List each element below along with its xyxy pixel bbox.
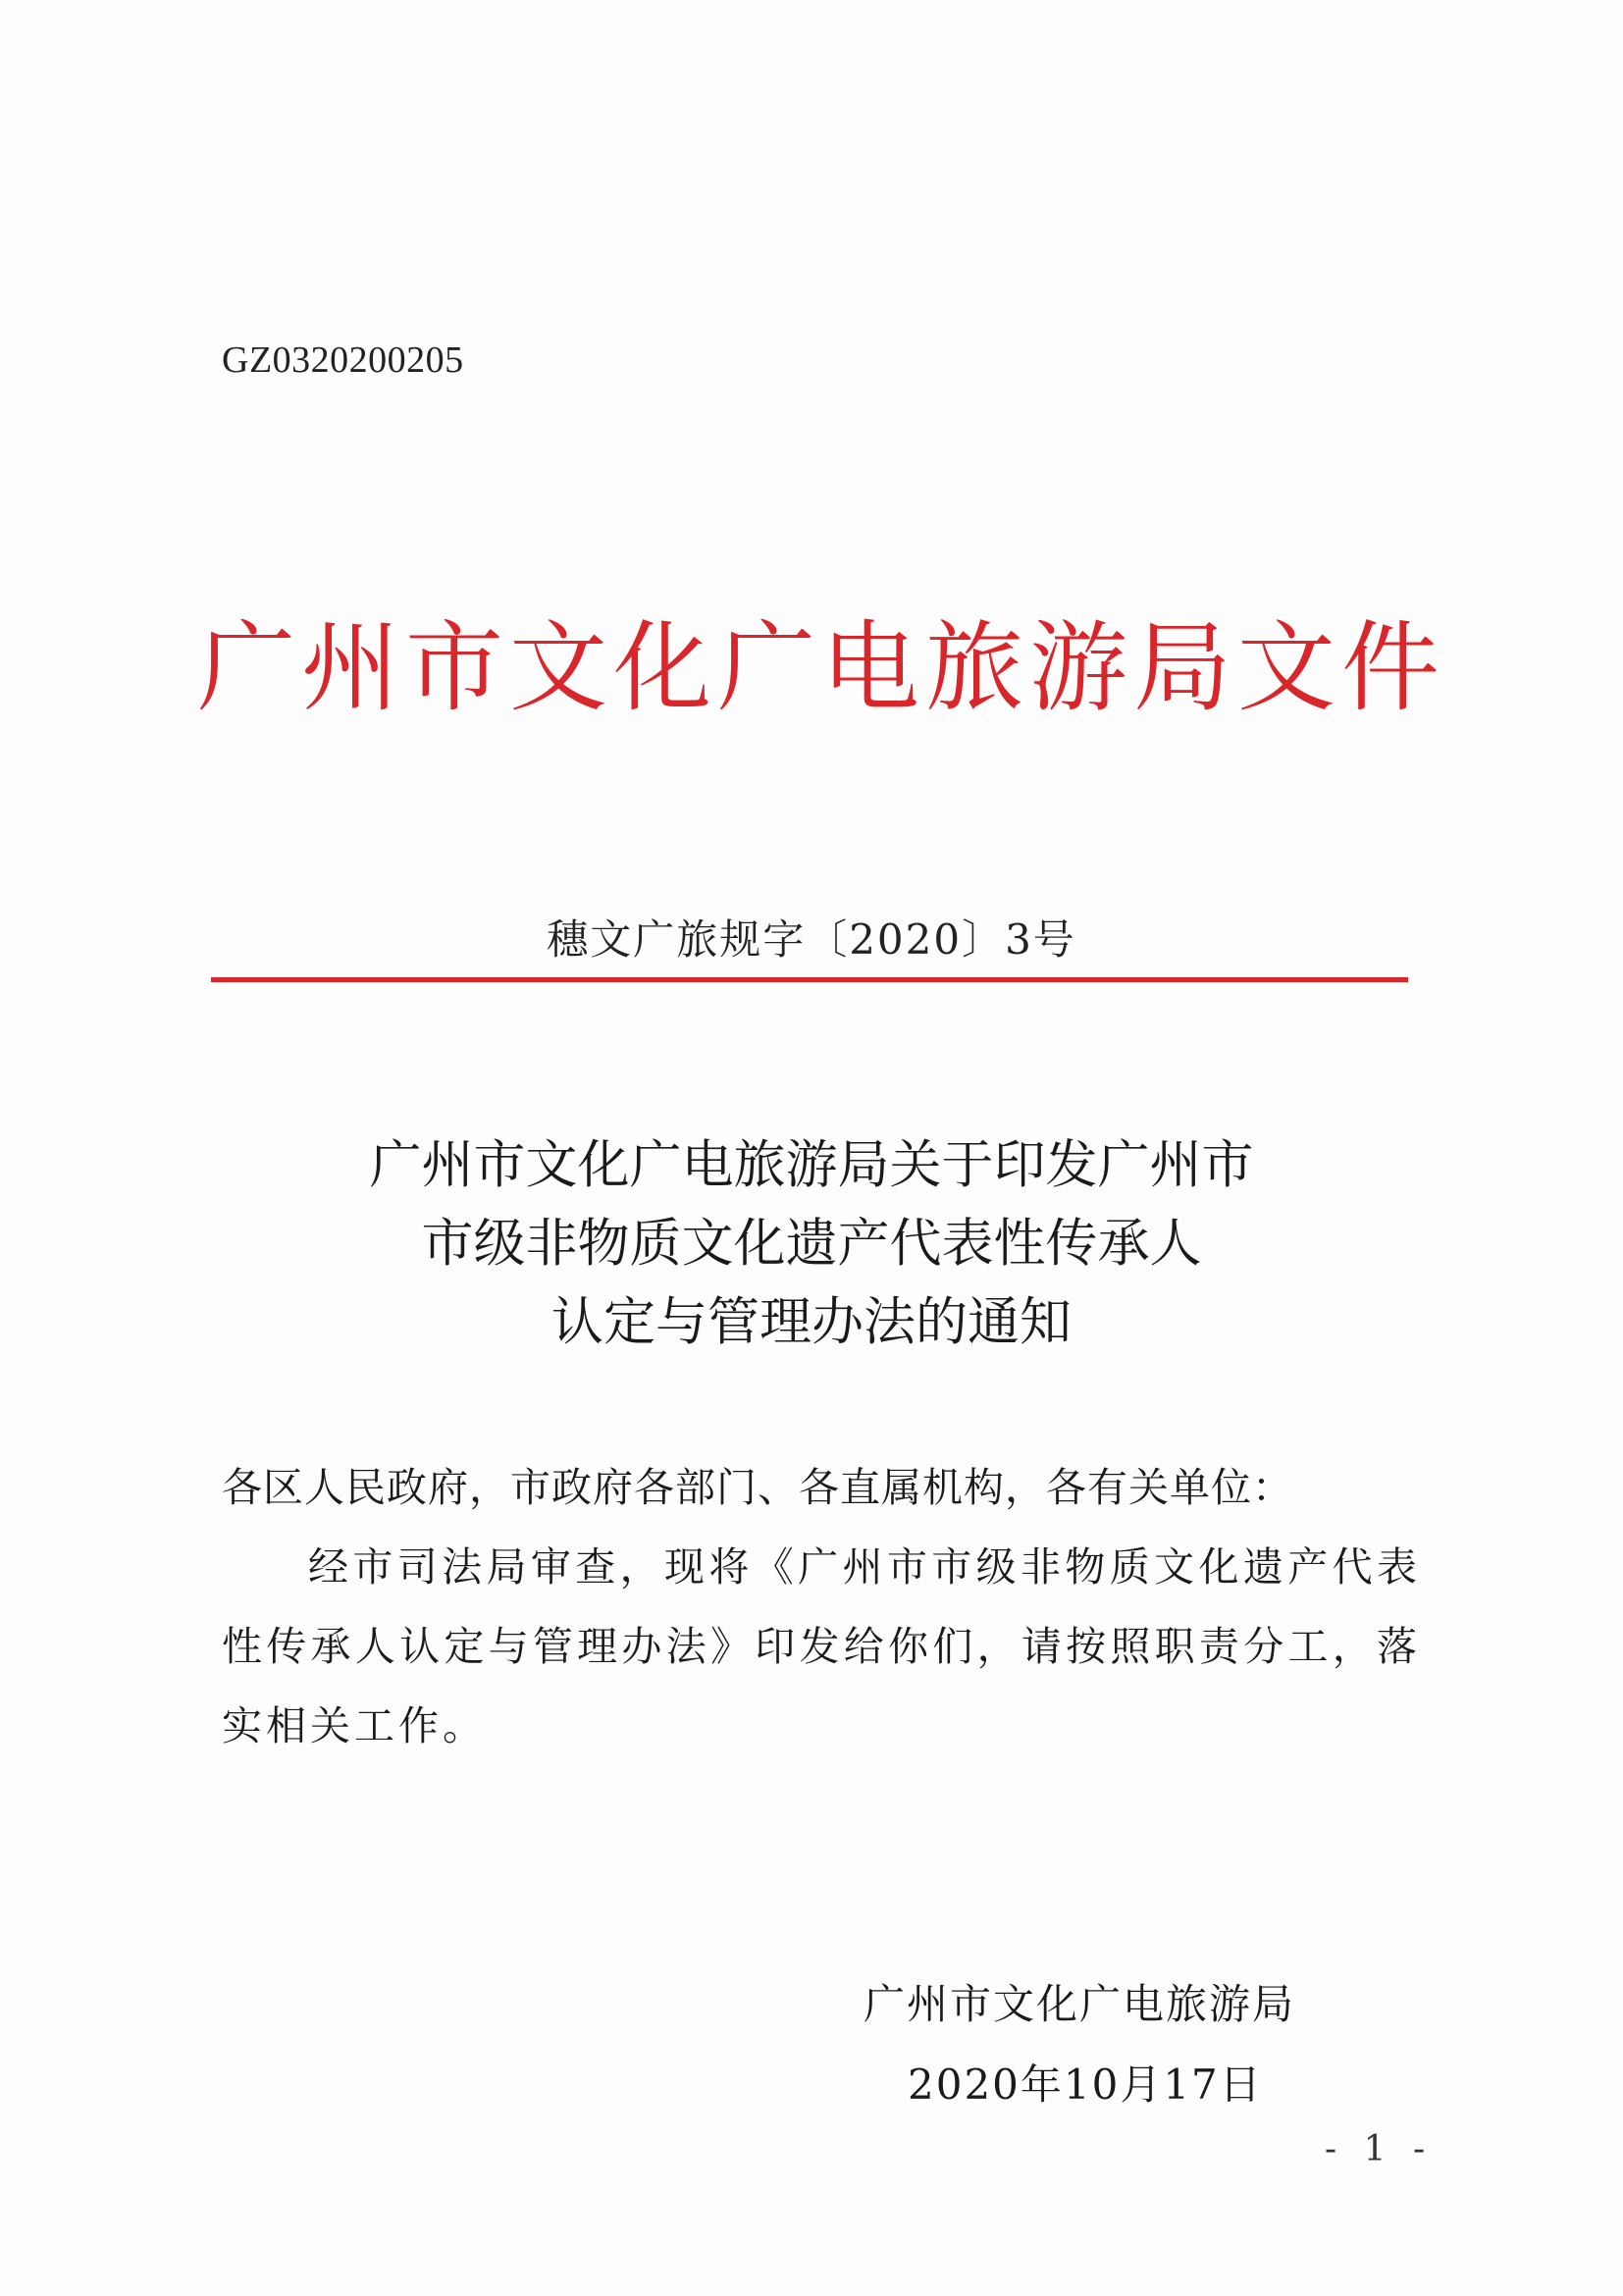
notice-title — [0, 1126, 1623, 1362]
salutation: 各区人民政府，市政府各部门、各直属机构，各有关单位： — [222, 1464, 1293, 1511]
body-text — [222, 1448, 1421, 1766]
page-number: - 1 - — [1325, 2129, 1434, 2169]
signature-organization: 广州市文化广电旅游局 — [864, 1980, 1296, 2028]
notice-title-line-3: 认定与管理办法的通知 — [551, 1292, 1072, 1352]
notice-title-line-1: 广州市文化广电旅游局关于印发广州市 — [369, 1135, 1254, 1195]
notice-title-line-2: 市级非物质文化遗产代表性传承人 — [421, 1214, 1202, 1274]
masthead-title: 广州市文化广电旅游局文件 — [197, 610, 1445, 725]
body-paragraph: 经市司法局审查，现将《广州市市级非物质文化遗产代表性传承人认定与管理办法》印发给你们，请按照职责分工，落实相关工作。 — [222, 1543, 1421, 1749]
document-code: GZ0320200205 — [222, 339, 464, 381]
document-number: 穗文广旅规字〔2020〕3号 — [547, 915, 1076, 964]
signature-date: 2020年10月17日 — [908, 2061, 1263, 2109]
red-divider-line — [211, 977, 1408, 982]
